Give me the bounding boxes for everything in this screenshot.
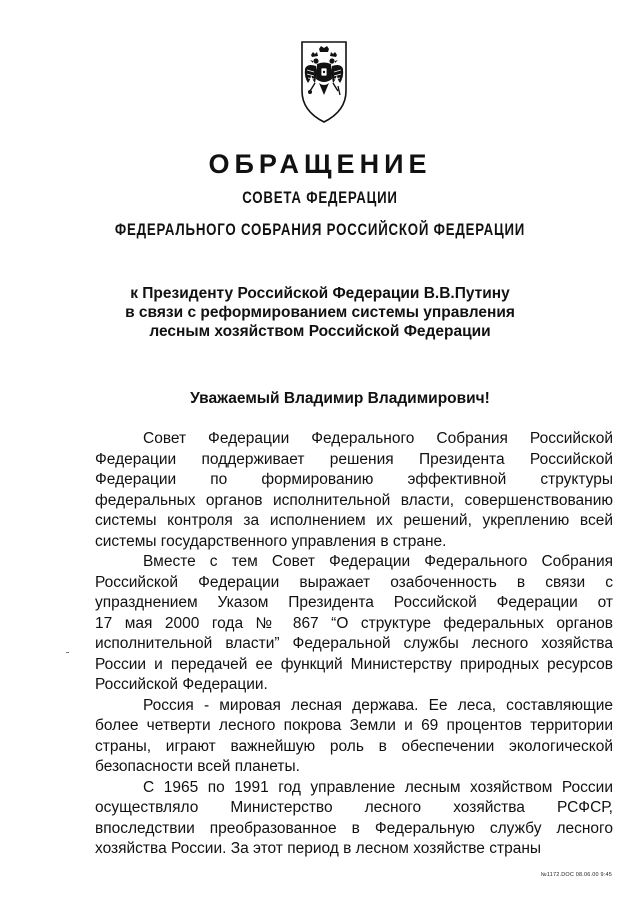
paragraph-line: Федерации по формированию эффективной структуры (95, 471, 613, 488)
salutation: Уважаемый Владимир Владимирович! (190, 390, 490, 407)
paragraph-line: страны, играют важнейшую роль в обеспечении экологической (95, 737, 613, 755)
paragraph-line: более четверти лесного покрова Земли и 69 процентов территории (95, 717, 613, 734)
paragraph-line: 17 мая 2000 года № 867 “О структуре федеральных органов (95, 614, 613, 632)
paragraph-line: исполнительной власти” Федеральной службы лесного хозяйства (95, 635, 613, 652)
subject-line: в связи с реформированием системы управления (125, 304, 515, 321)
paragraph-line: Российской Федерации выражает озабоченность в связи с (95, 573, 613, 591)
paragraph-line: безопасности всей планеты. (95, 758, 300, 775)
document-footer-reference: №1172.DOC 08.06.00 9:45 (540, 872, 612, 878)
paragraph-line: С 1965 по 1991 год управление лесным хозяйством России (143, 778, 613, 796)
paragraph-line: упразднением Указом Президента Российской Федерации от (95, 594, 613, 611)
document-subtitle-council: СОВЕТА ФЕДЕРАЦИИ (242, 188, 398, 207)
paragraph-line: федеральных органов исполнительной власти, совершенствованию (95, 491, 613, 509)
document-title: ОБРАЩЕНИЕ (208, 149, 432, 179)
subject-line: лесным хозяйством Российской Федерации (149, 323, 491, 340)
paragraph-line: Федерации поддерживает решения Президента Российской (95, 450, 613, 468)
body-paragraph (95, 778, 613, 860)
paragraph-line: системы контроля за исполнением их решений, укреплению всей (95, 512, 613, 529)
body-paragraph (95, 696, 613, 778)
document-subject (0, 284, 640, 341)
paragraph-line: системы государственного управления в стране. (95, 532, 447, 550)
paragraph-line: осуществляло Министерство лесного хозяйства РСФСР, (95, 799, 613, 816)
document-subtitle-assembly: ФЕДЕРАЛЬНОГО СОБРАНИЯ РОССИЙСКОЙ ФЕДЕРАЦИИ (114, 220, 526, 239)
paragraph-line: впоследствии преобразованное в Федеральную службу лесного (95, 819, 613, 837)
margin-mark (66, 652, 69, 653)
subject-line: к Президенту Российской Федерации В.В.Путину (130, 285, 510, 302)
coat-of-arms-emblem-icon (299, 39, 349, 125)
paragraph-line: Россия - мировая лесная держава. Ее леса, составляющие (143, 696, 613, 714)
paragraph-line: хозяйства России. За этот период в лесном хозяйстве страны (95, 840, 542, 857)
paragraph-line: Вместе с тем Совет Федерации Федерального Собрания (143, 553, 613, 570)
body-paragraph (95, 429, 613, 552)
paragraph-line: России и передачей ее функций Министерству природных ресурсов (95, 655, 613, 673)
paragraph-line: Совет Федерации Федерального Собрания Российской (143, 430, 613, 447)
paragraph-line: Российской Федерации. (95, 676, 268, 693)
body-paragraph (95, 552, 613, 696)
document-body (95, 429, 613, 860)
